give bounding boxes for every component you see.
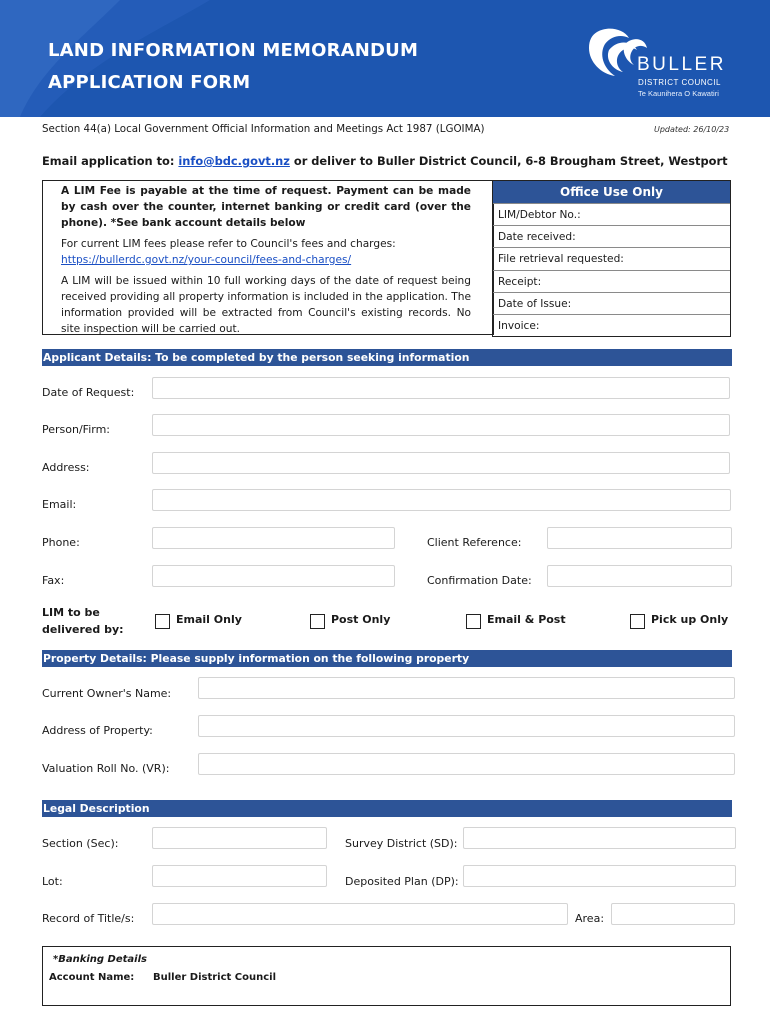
current-owner-input[interactable] xyxy=(198,677,735,699)
logo-maori-text: Te Kaunihera O Kawatiri xyxy=(638,89,719,98)
banking-heading: *Banking Details xyxy=(53,954,147,965)
office-row-file-retrieval: File retrieval requested: xyxy=(493,247,730,269)
page-header xyxy=(0,0,770,117)
delivery-label-line-2: delivered by: xyxy=(42,623,124,636)
confirmation-date-input[interactable] xyxy=(547,565,732,587)
fax-input[interactable] xyxy=(152,565,395,587)
section-label: Section (Sec): xyxy=(42,837,119,850)
fees-charges-link[interactable]: https://bullerdc.govt.nz/your-council/fees-and-charges/ xyxy=(61,254,352,266)
person-firm-label: Person/Firm: xyxy=(42,423,111,436)
record-of-title-label: Record of Title/s: xyxy=(42,912,135,925)
confirmation-date-label: Confirmation Date: xyxy=(427,574,532,587)
property-address-label: Address of Property: xyxy=(42,724,153,737)
area-label: Area: xyxy=(575,912,605,925)
fax-label: Fax: xyxy=(42,574,65,587)
survey-district-input[interactable] xyxy=(463,827,736,849)
banking-details-box xyxy=(42,946,731,1006)
office-use-title: Office Use Only xyxy=(493,181,730,203)
email-label: Email: xyxy=(42,498,77,511)
account-name-label: Account Name: xyxy=(49,972,135,983)
email-only-label: Email Only xyxy=(176,613,242,626)
date-of-request-label: Date of Request: xyxy=(42,386,135,399)
contact-line xyxy=(42,154,728,168)
pick-up-only-label: Pick up Only xyxy=(651,613,729,626)
contact-prefix: Email application to: xyxy=(42,154,175,168)
form-title-line-2: APPLICATION FORM xyxy=(48,72,251,93)
lim-fee-info-box xyxy=(42,180,494,335)
survey-district-label: Survey District (SD): xyxy=(345,837,458,850)
deposited-plan-label: Deposited Plan (DP): xyxy=(345,875,459,888)
office-row-date-received: Date received: xyxy=(493,225,730,247)
office-row-invoice: Invoice: xyxy=(493,314,730,336)
contact-email-link[interactable]: info@bdc.govt.nz xyxy=(178,154,290,168)
legal-description-heading: Legal Description xyxy=(42,800,732,817)
current-owner-label: Current Owner's Name: xyxy=(42,687,172,700)
valuation-roll-label: Valuation Roll No. (VR): xyxy=(42,762,170,775)
email-and-post-label: Email & Post xyxy=(487,613,566,626)
lot-input[interactable] xyxy=(152,865,327,887)
contact-suffix: or deliver to Buller District Council, 6-8 Brougham Street, Westport xyxy=(289,154,728,168)
email-input[interactable] xyxy=(152,489,731,511)
person-firm-input[interactable] xyxy=(152,414,730,436)
email-only-checkbox[interactable] xyxy=(155,614,170,629)
email-and-post-checkbox[interactable] xyxy=(466,614,481,629)
client-reference-label: Client Reference: xyxy=(427,536,522,549)
issue-info-text: A LIM will be issued within 10 full working days of the date of request being received providing all property information is included in the application. The information provided will be extracted from Council's existing records. No site inspection will be carried out. xyxy=(61,275,471,335)
valuation-roll-input[interactable] xyxy=(198,753,735,775)
post-only-label: Post Only xyxy=(331,613,391,626)
office-row-date-of-issue: Date of Issue: xyxy=(493,292,730,314)
property-address-input[interactable] xyxy=(198,715,735,737)
lot-label: Lot: xyxy=(42,875,63,888)
fees-reference-text: For current LIM fees please refer to Council's fees and charges: xyxy=(61,238,396,250)
office-use-box xyxy=(492,180,731,337)
office-row-receipt: Receipt: xyxy=(493,270,730,292)
applicant-details-heading: Applicant Details: To be completed by the person seeking information xyxy=(42,349,732,366)
record-of-title-input[interactable] xyxy=(152,903,568,925)
area-input[interactable] xyxy=(611,903,735,925)
pick-up-only-checkbox[interactable] xyxy=(630,614,645,629)
section-input[interactable] xyxy=(152,827,327,849)
address-label: Address: xyxy=(42,461,90,474)
post-only-checkbox[interactable] xyxy=(310,614,325,629)
client-reference-input[interactable] xyxy=(547,527,732,549)
logo-district-council-text: DISTRICT COUNCIL xyxy=(638,78,721,87)
office-row-debtor: LIM/Debtor No.: xyxy=(493,203,730,225)
logo-buller-text: BULLER xyxy=(637,54,726,75)
account-name-value: Buller District Council xyxy=(153,972,277,983)
address-input[interactable] xyxy=(152,452,730,474)
delivery-label-line-1: LIM to be xyxy=(42,606,100,619)
phone-input[interactable] xyxy=(152,527,395,549)
updated-date: Updated: 26/10/23 xyxy=(654,125,730,134)
phone-label: Phone: xyxy=(42,536,80,549)
property-details-heading: Property Details: Please supply information on the following property xyxy=(42,650,732,667)
form-title-line-1: LAND INFORMATION MEMORANDUM xyxy=(48,40,419,61)
deposited-plan-input[interactable] xyxy=(463,865,736,887)
date-of-request-input[interactable] xyxy=(152,377,730,399)
legislation-reference: Section 44(a) Local Government Official Information and Meetings Act 1987 (LGOIMA) xyxy=(42,123,485,135)
fee-info-text: A LIM Fee is payable at the time of request. Payment can be made by cash over the counter, internet banking or credit card (over the phone). *See bank account details below xyxy=(61,185,471,229)
